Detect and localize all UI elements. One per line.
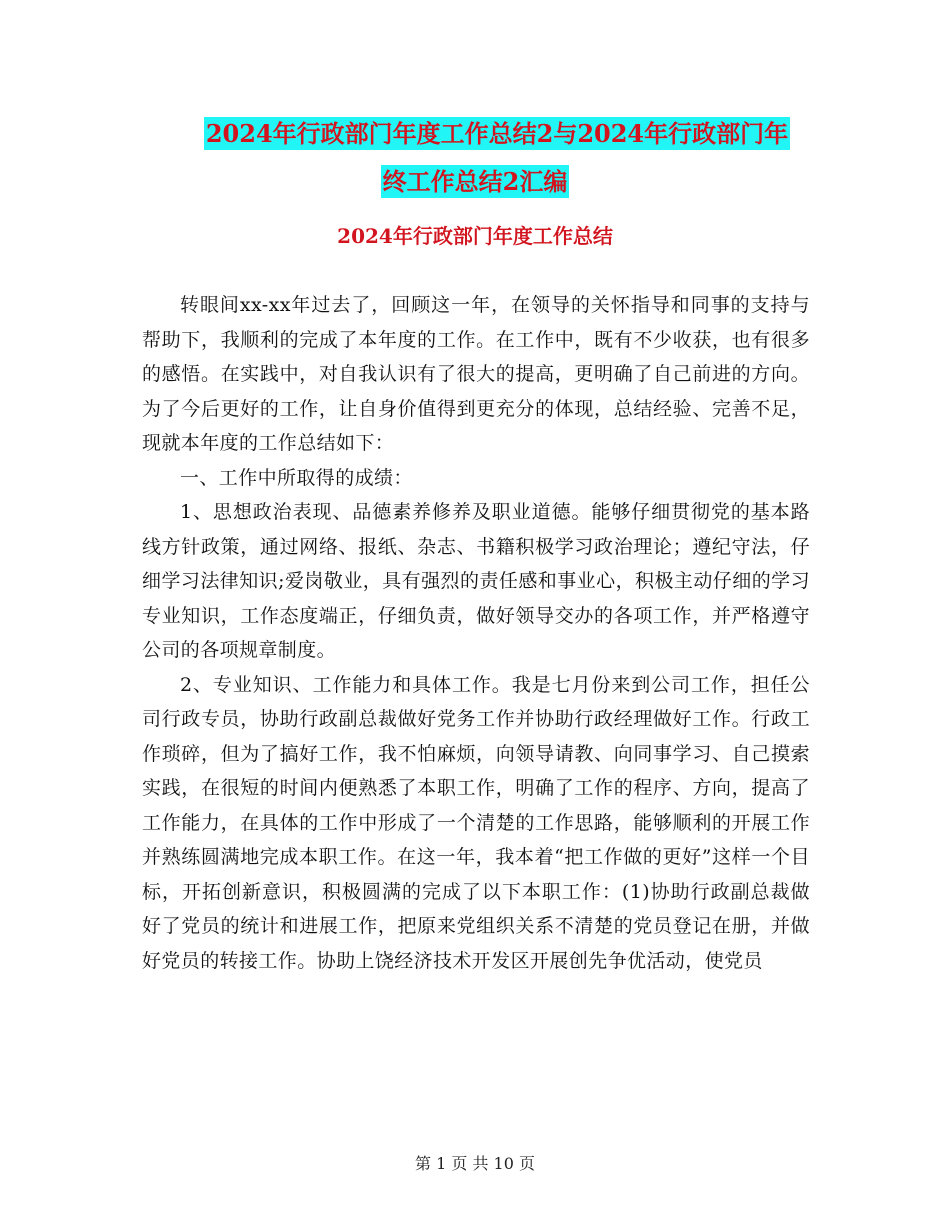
document-title-line2: 终工作总结2汇编	[382, 167, 568, 196]
document-title-line1: 2024年行政部门年度工作总结2与2024年行政部门年	[205, 119, 789, 148]
body-text	[142, 288, 810, 978]
paragraph-item-1: 1、思想政治表现、品德素养修养及职业道德。能够仔细贯彻党的基本路线方针政策，通过网络、报纸、杂志、书籍积极学习政治理论；遵纪守法，仔细学习法律知识;爱岗敬业，具有强烈的责任感和事业心，积极主动仔细的学习专业知识，工作态度端正，仔细负责，做好领导交办的各项工作，并严格遵守公司的各项规章制度。	[142, 501, 810, 661]
section-title: 2024年行政部门年度工作总结	[337, 224, 613, 248]
paragraph-item-2: 2、专业知识、工作能力和具体工作。我是七月份来到公司工作，担任公司行政专员，协助行政副总裁做好党务工作并协助行政经理做好工作。行政工作琐碎，但为了搞好工作，我不怕麻烦，向领导请教、向同事学习、自己摸索实践，在很短的时间内便熟悉了本职工作，明确了工作的程序、方向，提高了工作能力，在具体的工作中形成了一个清楚的工作思路，能够顺利的开展工作并熟练圆满地完成本职工作。在这一年，我本着“把工作做的更好”这样一个目标，开拓创新意识，积极圆满的完成了以下本职工作：(1)协助行政副总裁做好了党员的统计和进展工作，把原来党组织关系不清楚的党员登记在册，并做好党员的转接工作。协助上饶经济技术开发区开展创先争优活动，使党员	[142, 673, 810, 972]
paragraph-heading-achievements: 一、工作中所取得的成绩：	[180, 466, 413, 489]
page-footer: 第 1 页 共 10 页	[415, 1154, 535, 1173]
paragraph-intro: 转眼间xx-xx年过去了，回顾这一年，在领导的关怀指导和同事的支持与帮助下，我顺利的完成了本年度的工作。在工作中，既有不少收获，也有很多的感悟。在实践中，对自我认识有了很大的提高，更明确了自己前进的方向。为了今后更好的工作，让自身价值得到更充分的体现，总结经验、完善不足，现就本年度的工作总结如下：	[142, 294, 810, 454]
